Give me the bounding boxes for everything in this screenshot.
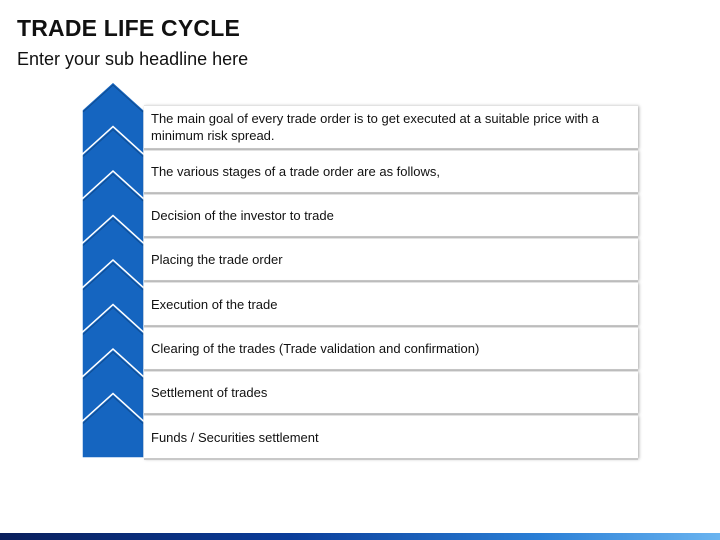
- slide-subtitle: Enter your sub headline here: [17, 49, 249, 69]
- step-row-3: [144, 194, 638, 236]
- step-text-1: The main goal of every trade order is to get executed at a suitable price with a minimum risk spread.: [151, 111, 600, 143]
- step-text-7: Settlement of trades: [151, 385, 268, 400]
- footer-gradient-bar: [0, 533, 720, 540]
- step-text-5: Execution of the trade: [151, 296, 278, 312]
- step-row-7: [144, 371, 638, 413]
- step-text-2: The various stages of a trade order are as follows,: [151, 164, 441, 179]
- step-row-1: [144, 105, 638, 148]
- step-row-5: [144, 282, 638, 325]
- step-text-4: Placing the trade order: [151, 252, 283, 267]
- chevron-arrow-stack: [82, 80, 146, 460]
- step-text-3: Decision of the investor to trade: [151, 208, 334, 223]
- step-row-4: [144, 238, 638, 280]
- step-row-2: [144, 150, 638, 192]
- slide-title: TRADE LIFE CYCLE: [17, 15, 240, 41]
- step-text-6: Clearing of the trades (Trade validation and confirmation): [151, 341, 480, 356]
- step-row-6: [144, 327, 638, 369]
- step-text-8: Funds / Securities settlement: [151, 429, 319, 445]
- step-row-8: [144, 415, 638, 458]
